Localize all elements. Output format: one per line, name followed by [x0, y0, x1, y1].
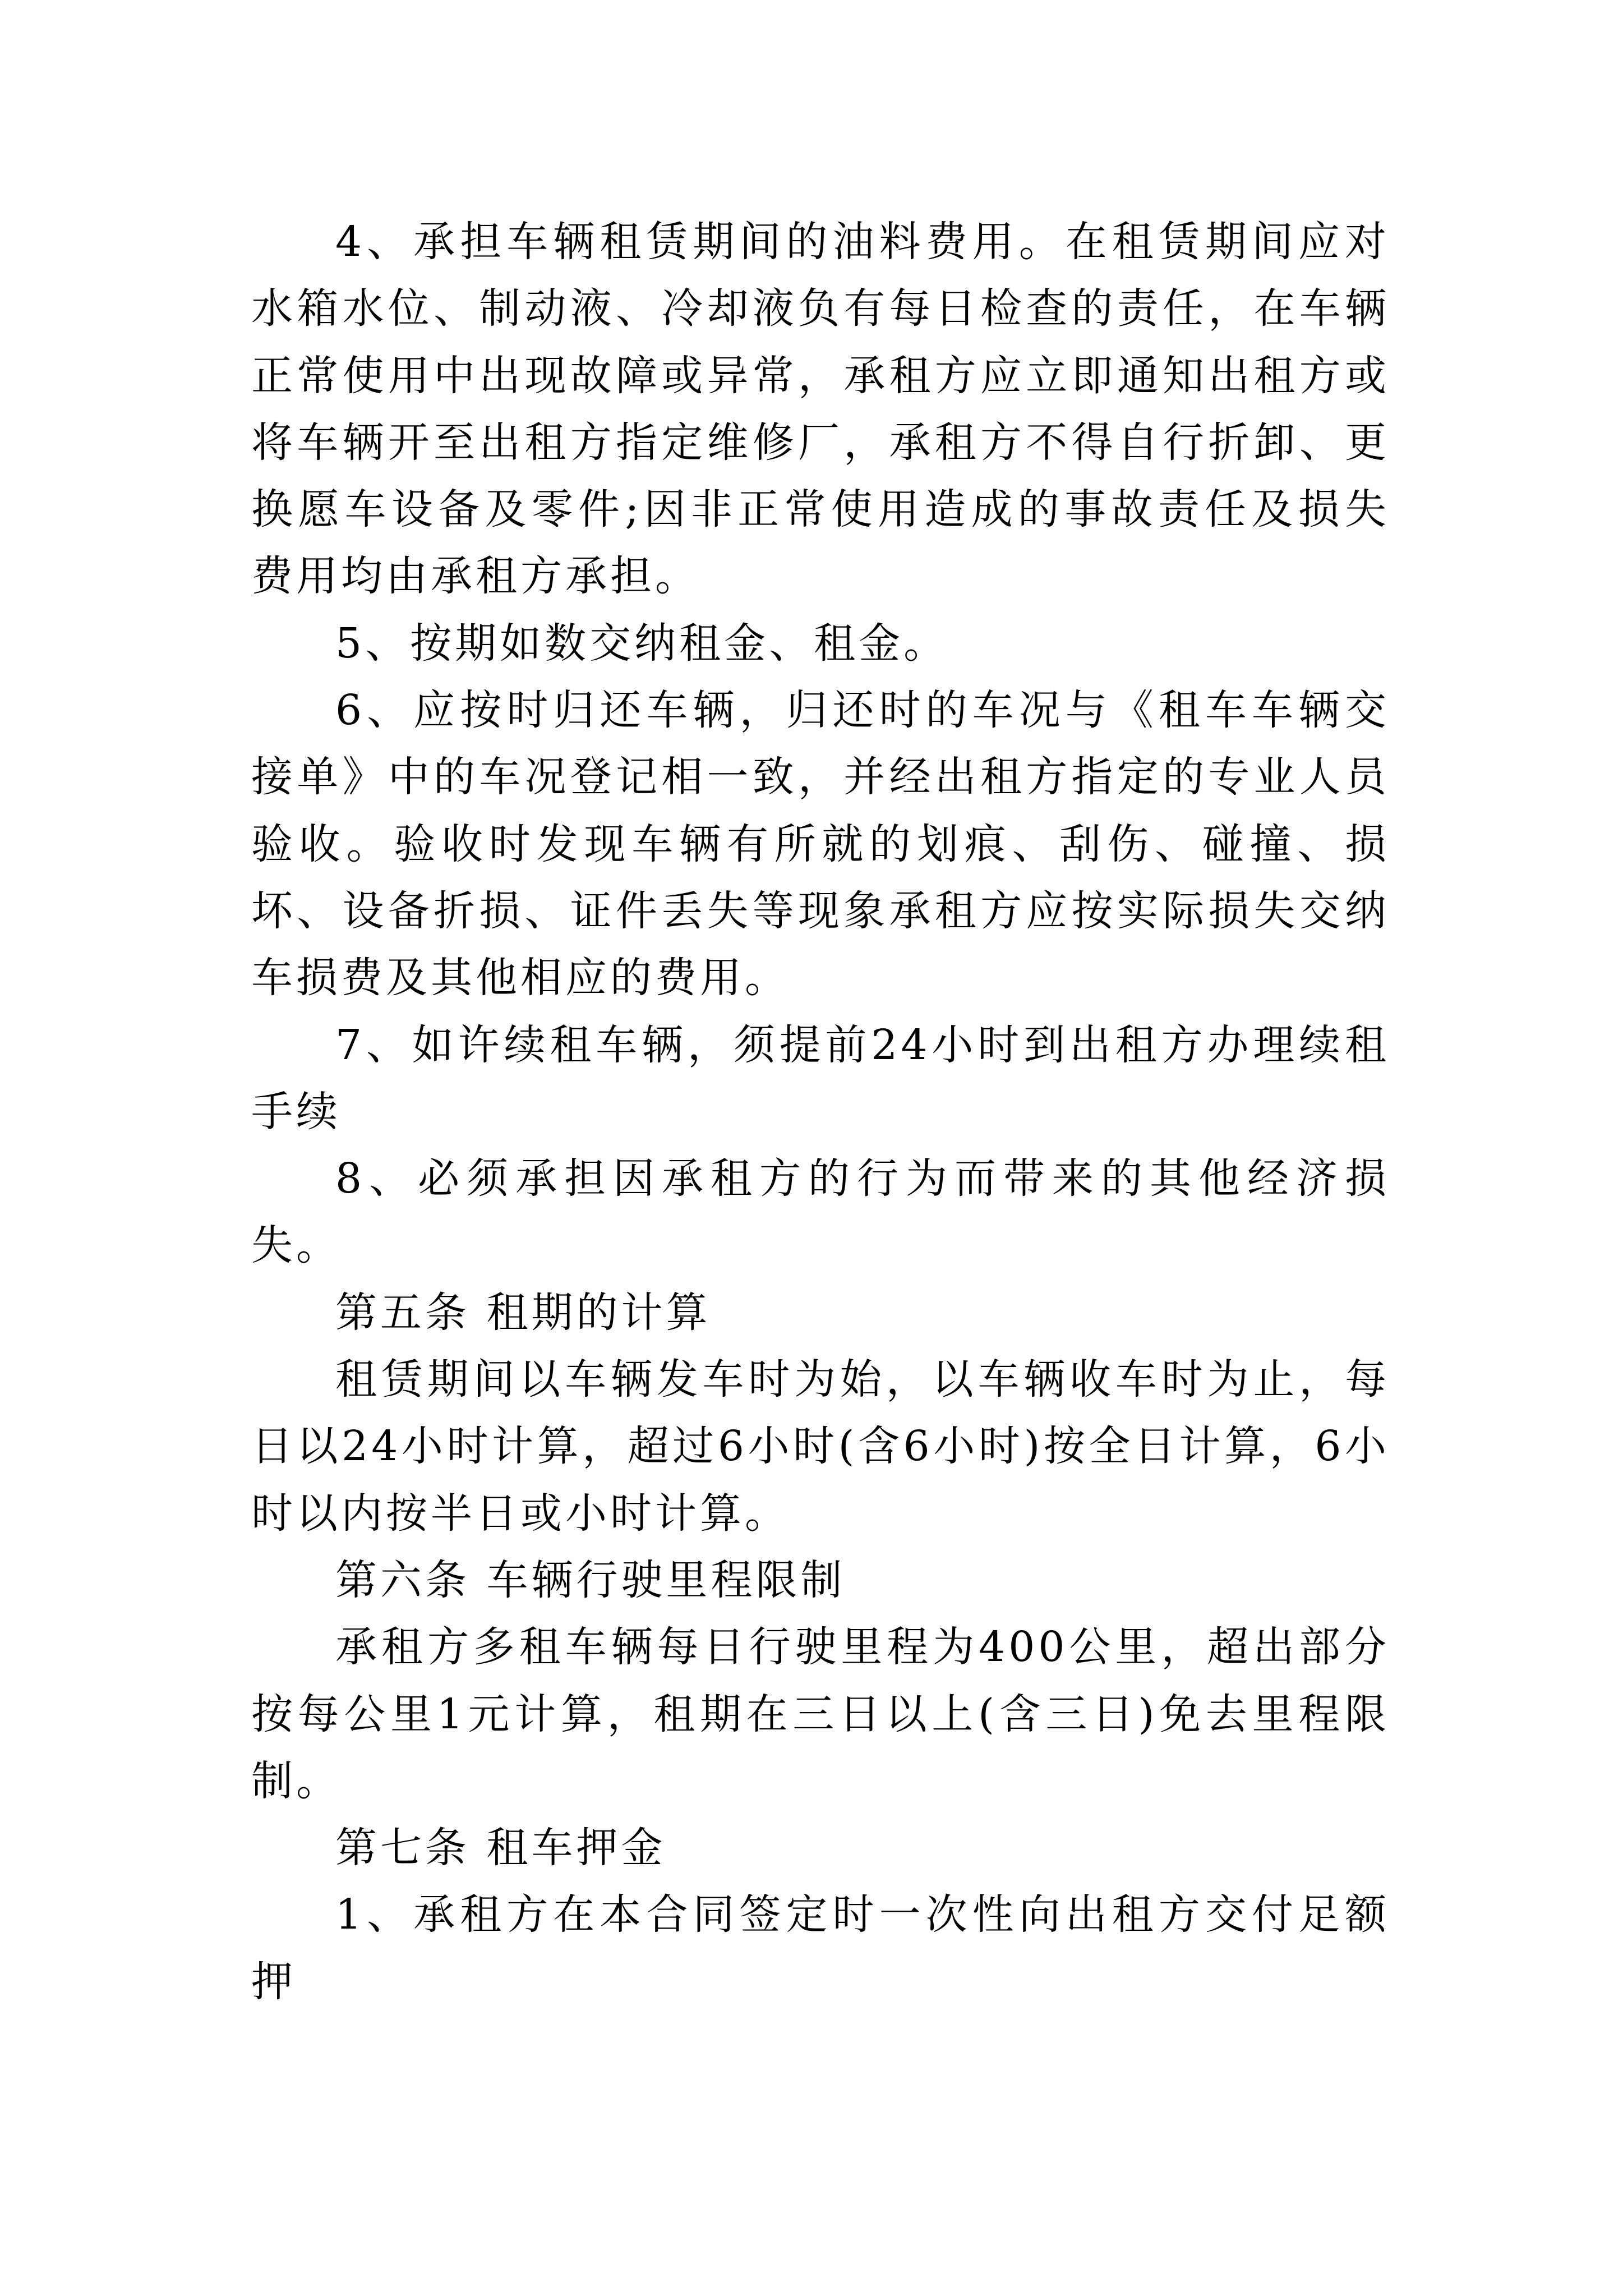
paragraph-item-8: 8、必须承担因承租方的行为而带来的其他经济损失。: [251, 1154, 1390, 1270]
section-heading-article-5: 第五条 租期的计算: [335, 1288, 711, 1337]
paragraph-lease-period: 租赁期间以车辆发车时为始，以车辆收车时为止，每日以24小时计算，超过6小时(含6小时)按全日计算，6小时以内按半日或小时计算。: [251, 1355, 1390, 1538]
paragraph-deposit-item-1: 1、承租方在本合同签定时一次性向出租方交付足额押: [251, 1890, 1390, 2006]
paragraph-item-5: 5、按期如数交纳租金、租金。: [335, 619, 949, 668]
section-heading-article-7: 第七条 租车押金: [335, 1824, 666, 1872]
section-heading-article-6: 第六条 车辆行驶里程限制: [335, 1556, 846, 1604]
document-body: [251, 209, 1390, 2016]
paragraph-item-6: 6、应按时归还车辆，归还时的车况与《租车车辆交接单》中的车况登记相一致，并经出租方指定的专业人员验收。验收时发现车辆有所就的划痕、刮伤、碰撞、损坏、设备折损、证件丢失等现象承租方应按实际损失交纳车损费及其他相应的费用。: [251, 686, 1390, 1002]
paragraph-item-4: 4、承担车辆租赁期间的油料费用。在租赁期间应对水箱水位、制动液、冷却液负有每日检查的责任，在车辆正常使用中出现故障或异常，承租方应立即通知出租方或将车辆开至出租方指定维修厂，承租方不得自行折卸、更换愿车设备及零件;因非正常使用造成的事故责任及损失费用均由承租方承担。: [251, 218, 1390, 601]
paragraph-item-7: 7、如许续租车辆，须提前24小时到出租方办理续租手续: [251, 1020, 1390, 1136]
paragraph-mileage-limit: 承租方多租车辆每日行驶里程为400公里，超出部分按每公里1元计算，租期在三日以上(含三日)免去里程限制。: [251, 1623, 1390, 1805]
